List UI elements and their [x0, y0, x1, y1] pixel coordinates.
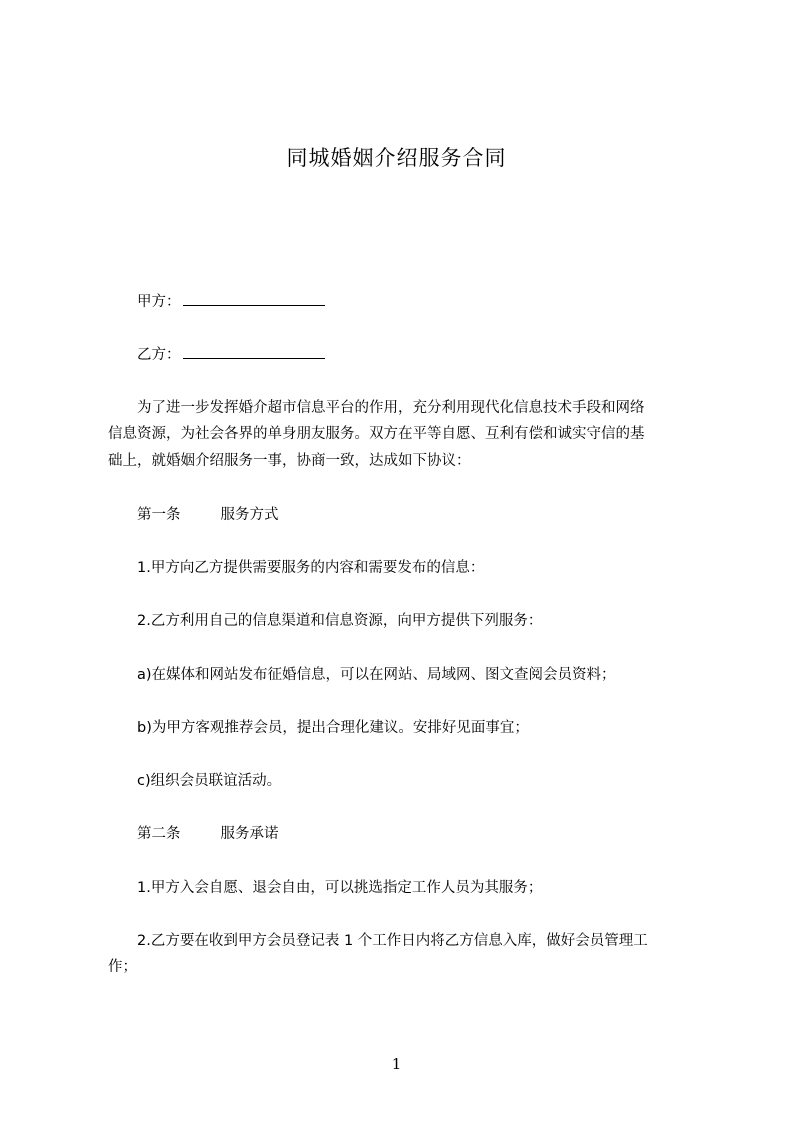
party-a-label: 甲方： [137, 294, 181, 310]
article-1-number: 第一条 [137, 507, 181, 523]
a2-item-2-cont: 作； [108, 959, 137, 975]
a1-item-1: 1.甲方向乙方提供需要服务的内容和需要发布的信息： [137, 560, 485, 576]
article-2-number: 第二条 [137, 826, 181, 842]
article-1-title: 服务方式 [220, 507, 279, 523]
a1-item-c: c)组织会员联谊活动。 [137, 773, 282, 789]
article-1-heading [137, 505, 279, 525]
party-a-line [137, 291, 325, 312]
intro-line-3: 础上，就婚姻介绍服务一事，协商一致，达成如下协议： [108, 453, 471, 469]
document-title: 同城婚姻介绍服务合同 [286, 146, 507, 170]
article-2-heading [137, 824, 279, 844]
intro-line-2: 信息资源，为社会各界的单身朋友服务。双方在平等自愿、互利有偿和诚实守信的基 [108, 426, 645, 442]
a2-item-2: 2.乙方要在收到甲方会员登记表 1 个工作日内将乙方信息入库，做好会员管理工 [137, 933, 648, 949]
a1-item-b: b)为甲方客观推荐会员，提出合理化建议。安排好见面事宜； [137, 720, 529, 736]
a1-item-a: a)在媒体和网站发布征婚信息，可以在网站、局域网、图文查阅会员资料； [137, 667, 616, 683]
intro-line-1: 为了进一步发挥婚介超市信息平台的作用，充分利用现代化信息技术手段和网络 [137, 400, 645, 416]
party-b-line [137, 344, 325, 365]
party-b-label: 乙方： [137, 347, 181, 363]
a2-item-1: 1.甲方入会自愿、退会自由，可以挑选指定工作人员为其服务； [137, 880, 543, 896]
a1-item-2: 2.乙方利用自己的信息渠道和信息资源，向甲方提供下列服务： [137, 613, 543, 629]
page-number: 1 [391, 1055, 402, 1073]
article-2-title: 服务承诺 [220, 826, 279, 842]
party-a-blank [183, 291, 325, 306]
party-b-blank [183, 344, 325, 359]
